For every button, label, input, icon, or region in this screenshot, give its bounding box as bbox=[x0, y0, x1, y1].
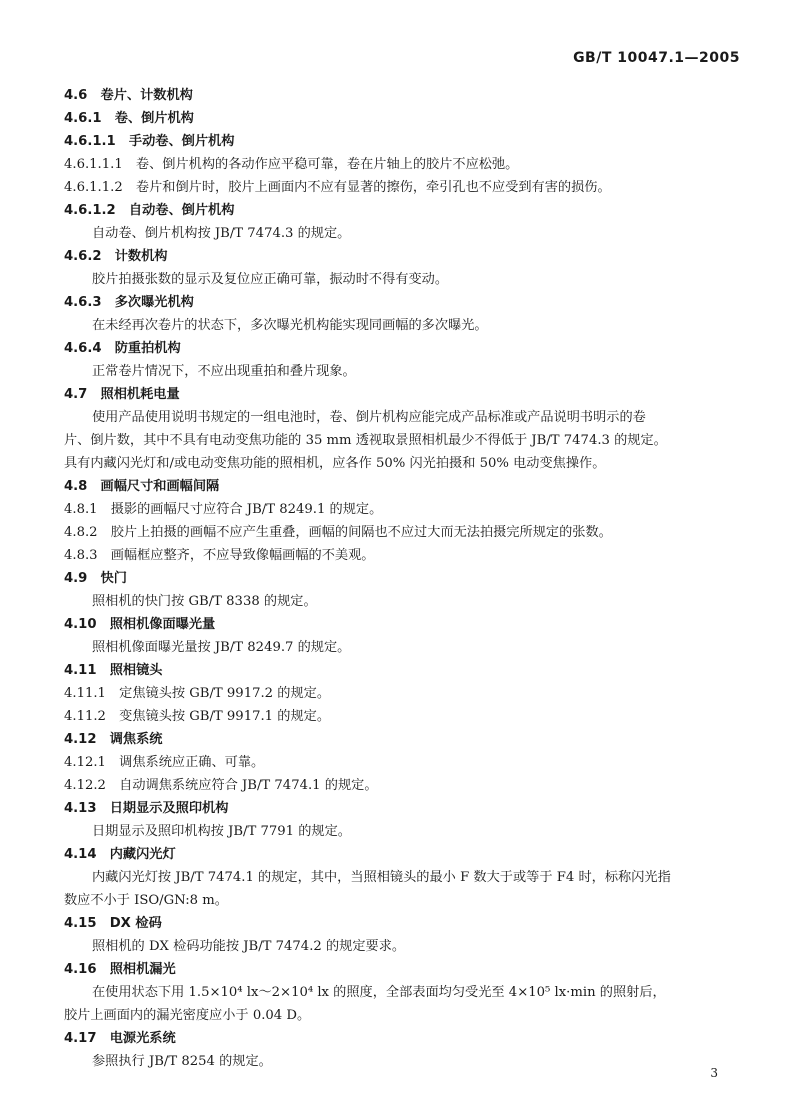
section-heading: 4.8 画幅尺寸和画幅间隔 bbox=[64, 479, 220, 494]
paragraph: 在未经再次卷片的状态下，多次曝光机构能实现同画幅的多次曝光。 bbox=[92, 318, 488, 333]
section-heading: 4.11 照相镜头 bbox=[64, 663, 163, 678]
section-heading: 4.10 照相机像面曝光量 bbox=[64, 617, 216, 632]
paragraph: 使用产品使用说明书规定的一组电池时，卷、倒片机构应能完成产品标准或产品说明书明示的卷 bbox=[92, 410, 646, 425]
standard-number: GB/T 10047.1—2005 bbox=[573, 50, 740, 66]
subsection-heading: 4.6.1 卷、倒片机构 bbox=[64, 111, 194, 126]
clause-text: 4.6.1.1.2 卷片和倒片时，胶片上画面内不应有显著的擦伤，牵引孔也不应受到有害的损伤。 bbox=[64, 180, 611, 195]
paragraph: 自动卷、倒片机构按 JB/T 7474.3 的规定。 bbox=[92, 226, 351, 241]
clause-text: 4.6.1.1.1 卷、倒片机构的各动作应平稳可靠，卷在片轴上的胶片不应松弛。 bbox=[64, 157, 519, 172]
section-heading: 4.17 电源光系统 bbox=[64, 1031, 176, 1046]
subsection-heading: 4.6.1.1 手动卷、倒片机构 bbox=[64, 134, 235, 149]
clause-text: 4.8.1 摄影的画幅尺寸应符合 JB/T 8249.1 的规定。 bbox=[64, 502, 383, 517]
paragraph: 照相机的 DX 检码功能按 JB/T 7474.2 的规定要求。 bbox=[92, 939, 406, 954]
section-heading: 4.12 调焦系统 bbox=[64, 732, 163, 747]
subsection-heading: 4.6.1.2 自动卷、倒片机构 bbox=[64, 203, 235, 218]
section-heading: 4.14 内藏闪光灯 bbox=[64, 847, 176, 862]
paragraph: 具有内藏闪光灯和/或电动变焦功能的照相机，应各作 50% 闪光拍摄和 50% 电动变焦操作。 bbox=[64, 456, 606, 471]
clause-text: 4.12.2 自动调焦系统应符合 JB/T 7474.1 的规定。 bbox=[64, 778, 378, 793]
paragraph: 片、倒片数，其中不具有电动变焦功能的 35 mm 透视取景照相机最少不得低于 JB/T 7474.3 的规定。 bbox=[64, 433, 667, 448]
section-heading: 4.7 照相机耗电量 bbox=[64, 387, 180, 402]
section-heading: 4.6 卷片、计数机构 bbox=[64, 88, 193, 103]
paragraph: 胶片拍摄张数的显示及复位应正确可靠，振动时不得有变动。 bbox=[92, 272, 449, 287]
clause-text: 4.8.3 画幅框应整齐，不应导致像幅画幅的不美观。 bbox=[64, 548, 375, 563]
clause-text: 4.8.2 胶片上拍摄的画幅不应产生重叠，画幅的间隔也不应过大而无法拍摄完所规定的张数。 bbox=[64, 525, 612, 540]
section-heading: 4.13 日期显示及照印机构 bbox=[64, 801, 229, 816]
clause-text: 4.12.1 调焦系统应正确、可靠。 bbox=[64, 755, 265, 770]
section-heading: 4.16 照相机漏光 bbox=[64, 962, 176, 977]
paragraph: 内藏闪光灯按 JB/T 7474.1 的规定，其中，当照相镜头的最小 F 数大于或等于 F4 时，标称闪光指 bbox=[92, 870, 671, 885]
page-number: 3 bbox=[710, 1066, 718, 1080]
subsection-heading: 4.6.2 计数机构 bbox=[64, 249, 168, 264]
clause-text: 4.11.2 变焦镜头按 GB/T 9917.1 的规定。 bbox=[64, 709, 331, 724]
paragraph: 数应不小于 ISO/GN:8 m。 bbox=[64, 893, 228, 908]
paragraph: 正常卷片情况下，不应出现重拍和叠片现象。 bbox=[92, 364, 356, 379]
paragraph: 在使用状态下用 1.5×10⁴ lx～2×10⁴ lx 的照度，全部表面均匀受光至 4×10⁵ lx·min 的照射后， bbox=[92, 985, 666, 1000]
section-heading: 4.15 DX 检码 bbox=[64, 916, 162, 931]
paragraph: 参照执行 JB/T 8254 的规定。 bbox=[92, 1054, 272, 1069]
clause-text: 4.11.1 定焦镜头按 GB/T 9917.2 的规定。 bbox=[64, 686, 331, 701]
section-heading: 4.9 快门 bbox=[64, 571, 127, 586]
paragraph: 照相机像面曝光量按 JB/T 8249.7 的规定。 bbox=[92, 640, 351, 655]
paragraph: 日期显示及照印机构按 JB/T 7791 的规定。 bbox=[92, 824, 351, 839]
subsection-heading: 4.6.4 防重拍机构 bbox=[64, 341, 181, 356]
paragraph: 胶片上画面内的漏光密度应小于 0.04 D。 bbox=[64, 1008, 311, 1023]
subsection-heading: 4.6.3 多次曝光机构 bbox=[64, 295, 194, 310]
paragraph: 照相机的快门按 GB/T 8338 的规定。 bbox=[92, 594, 317, 609]
